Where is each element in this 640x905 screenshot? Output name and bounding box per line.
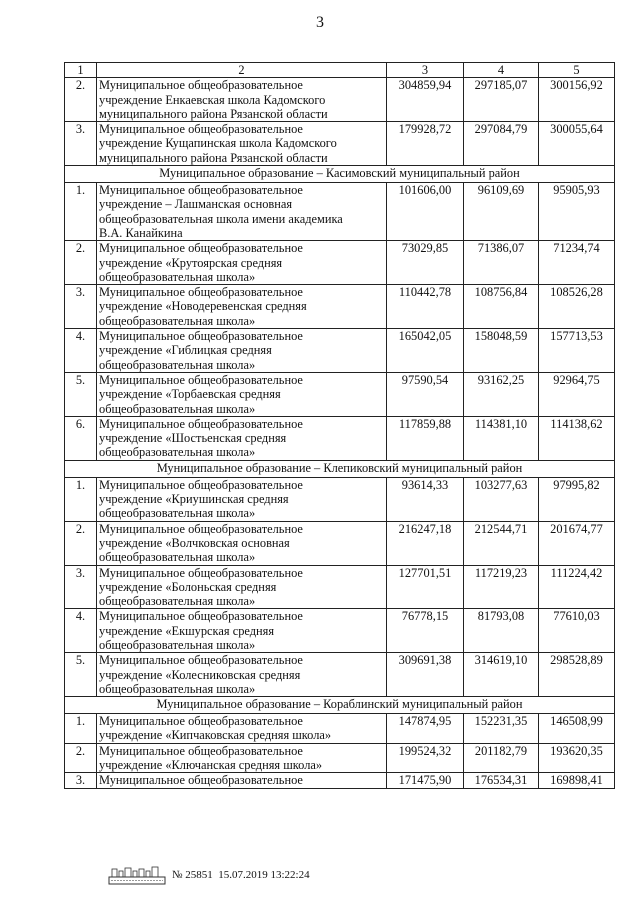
institution-name-line: общеобразовательная школа»: [99, 637, 256, 652]
institution-name-line: Муниципальное общеобразовательное: [99, 285, 303, 300]
value-col3: 127701,51: [387, 565, 464, 609]
value-col5: 108526,28: [539, 285, 615, 329]
value-col5: 146508,99: [539, 714, 615, 744]
value-col3: 304859,94: [387, 78, 464, 122]
table-row: [65, 285, 615, 329]
value-col5: 157713,53: [539, 329, 615, 373]
institution-name-line: общеобразовательная школа»: [99, 401, 256, 416]
value-col4: 103277,63: [464, 477, 539, 521]
row-number: 5.: [65, 372, 97, 416]
institution-name-line: Муниципальное общеобразовательное: [99, 241, 303, 256]
header-cell: 1: [65, 63, 97, 78]
row-number: 2.: [65, 743, 97, 773]
institution-name-line: общеобразовательная школа имени академика: [99, 211, 343, 226]
row-number: 3.: [65, 122, 97, 166]
institution-name: [97, 521, 387, 565]
header-cell: 3: [387, 63, 464, 78]
institution-name: [97, 416, 387, 460]
institution-name-line: Муниципальное общеобразовательное: [99, 183, 303, 198]
table-row: [65, 565, 615, 609]
institution-name: [97, 372, 387, 416]
value-col4: 297185,07: [464, 78, 539, 122]
value-col3: 73029,85: [387, 241, 464, 285]
institution-name-line: муниципального района Рязанской области: [99, 106, 328, 121]
institution-name-line: Муниципальное общеобразовательное: [99, 416, 303, 431]
table-row: [65, 183, 615, 241]
row-number: 1.: [65, 714, 97, 744]
institution-name-line: общеобразовательная школа»: [99, 594, 256, 609]
institution-name: [97, 565, 387, 609]
value-col4: 314619,10: [464, 653, 539, 697]
institution-name: [97, 477, 387, 521]
value-col4: 114381,10: [464, 416, 539, 460]
institution-name-line: Муниципальное общеобразовательное: [99, 78, 303, 93]
institution-name-line: учреждение Енкаевская школа Кадомского: [99, 92, 326, 107]
value-col3: 117859,88: [387, 416, 464, 460]
institution-name-line: Муниципальное общеобразовательное: [99, 477, 303, 492]
table-row: [65, 773, 615, 788]
section-title: Муниципальное образование – Клепиковский муниципальный район: [65, 460, 615, 477]
institution-name-line: Муниципальное общеобразовательное: [99, 609, 303, 624]
institution-name-line: Муниципальное общеобразовательное: [99, 773, 303, 788]
institution-name-line: учреждение «Новодеревенская средняя: [99, 299, 307, 314]
table-row: [65, 241, 615, 285]
value-col4: 81793,08: [464, 609, 539, 653]
table-row: [65, 372, 615, 416]
value-col4: 152231,35: [464, 714, 539, 744]
table-row: [65, 609, 615, 653]
section-title: Муниципальное образование – Кораблинский муниципальный район: [65, 697, 615, 714]
value-col4: 108756,84: [464, 285, 539, 329]
document-footer: [108, 862, 310, 888]
institution-name-line: Муниципальное общеобразовательное: [99, 565, 303, 580]
value-col5: 97995,82: [539, 477, 615, 521]
value-col5: 298528,89: [539, 653, 615, 697]
institution-name-line: учреждение «Кипчаковская средняя школа»: [99, 728, 332, 743]
row-number: 2.: [65, 78, 97, 122]
document-number: № 25851: [172, 869, 213, 881]
row-number: 4.: [65, 609, 97, 653]
institution-name-line: Муниципальное общеобразовательное: [99, 122, 303, 137]
institution-name-line: общеобразовательная школа»: [99, 313, 256, 328]
table-row: [65, 329, 615, 373]
row-number: 2.: [65, 521, 97, 565]
value-col3: 97590,54: [387, 372, 464, 416]
value-col5: 92964,75: [539, 372, 615, 416]
institution-name-line: учреждение «Шостьенская средняя: [99, 431, 287, 446]
row-number: 5.: [65, 653, 97, 697]
page-number: 3: [316, 14, 324, 31]
section-row: [65, 166, 615, 183]
row-number: 3.: [65, 565, 97, 609]
value-col5: 77610,03: [539, 609, 615, 653]
value-col5: 300156,92: [539, 78, 615, 122]
table-row: [65, 122, 615, 166]
section-row: [65, 697, 615, 714]
value-col4: 117219,23: [464, 565, 539, 609]
header-cell: 4: [464, 63, 539, 78]
institution-name: [97, 653, 387, 697]
value-col3: 171475,90: [387, 773, 464, 788]
institution-name: [97, 609, 387, 653]
institution-name-line: учреждение «Екшурская средняя: [99, 623, 275, 638]
institution-name-line: учреждение «Гиблицкая средняя: [99, 343, 272, 358]
table-row: [65, 743, 615, 773]
value-col4: 201182,79: [464, 743, 539, 773]
value-col4: 212544,71: [464, 521, 539, 565]
value-col3: 93614,33: [387, 477, 464, 521]
table-row: [65, 477, 615, 521]
value-col5: 111224,42: [539, 565, 615, 609]
value-col5: 193620,35: [539, 743, 615, 773]
value-col4: 71386,07: [464, 241, 539, 285]
institution-name-line: общеобразовательная школа»: [99, 506, 256, 521]
table-row: [65, 521, 615, 565]
header-cell: 2: [97, 63, 387, 78]
value-col4: 93162,25: [464, 372, 539, 416]
institution-name-line: Муниципальное общеобразовательное: [99, 714, 303, 729]
institution-name: [97, 714, 387, 744]
institution-name-line: общеобразовательная школа»: [99, 445, 256, 460]
registry-stamp-icon: [108, 864, 166, 886]
section-row: [65, 460, 615, 477]
institution-name-line: муниципального района Рязанской области: [99, 150, 328, 165]
institution-name: [97, 285, 387, 329]
value-col5: 71234,74: [539, 241, 615, 285]
table-row: [65, 416, 615, 460]
institution-name: [97, 122, 387, 166]
institution-name-line: Муниципальное общеобразовательное: [99, 329, 303, 344]
institution-name: [97, 743, 387, 773]
institution-name-line: общеобразовательная школа»: [99, 550, 256, 565]
institution-name-line: Муниципальное общеобразовательное: [99, 653, 303, 668]
institution-name-line: учреждение – Лашманская основная: [99, 197, 293, 212]
value-col4: 297084,79: [464, 122, 539, 166]
row-number: 3.: [65, 773, 97, 788]
header-cell: 5: [539, 63, 615, 78]
row-number: 1.: [65, 183, 97, 241]
value-col3: 179928,72: [387, 122, 464, 166]
value-col5: 300055,64: [539, 122, 615, 166]
value-col3: 216247,18: [387, 521, 464, 565]
institution-name-line: Муниципальное общеобразовательное: [99, 372, 303, 387]
row-number: 2.: [65, 241, 97, 285]
table-row: [65, 653, 615, 697]
institution-name-line: Муниципальное общеобразовательное: [99, 743, 303, 758]
institution-name: [97, 183, 387, 241]
institution-name-line: учреждение «Торбаевская средняя: [99, 387, 281, 402]
value-col3: 309691,38: [387, 653, 464, 697]
row-number: 1.: [65, 477, 97, 521]
value-col4: 96109,69: [464, 183, 539, 241]
institution-name: [97, 329, 387, 373]
value-col5: 201674,77: [539, 521, 615, 565]
value-col4: 158048,59: [464, 329, 539, 373]
institution-name-line: учреждение «Ключанская средняя школа»: [99, 758, 323, 773]
value-col3: 165042,05: [387, 329, 464, 373]
institution-name: [97, 78, 387, 122]
value-col5: 114138,62: [539, 416, 615, 460]
value-col5: 169898,41: [539, 773, 615, 788]
institution-name-line: В.А. Канайкина: [99, 225, 183, 240]
document-datetime: 15.07.2019 13:22:24: [218, 869, 310, 881]
institution-name-line: общеобразовательная школа»: [99, 269, 256, 284]
section-title: Муниципальное образование – Касимовский муниципальный район: [65, 166, 615, 183]
institution-name-line: учреждение Кущапинская школа Кадомского: [99, 136, 337, 151]
value-col3: 110442,78: [387, 285, 464, 329]
value-col3: 147874,95: [387, 714, 464, 744]
table-header-row: [65, 63, 615, 78]
row-number: 3.: [65, 285, 97, 329]
value-col5: 95905,93: [539, 183, 615, 241]
institution-name: [97, 773, 387, 788]
value-col3: 101606,00: [387, 183, 464, 241]
institution-name-line: учреждение «Колесниковская средняя: [99, 667, 301, 682]
row-number: 4.: [65, 329, 97, 373]
value-col3: 76778,15: [387, 609, 464, 653]
table-row: [65, 78, 615, 122]
institution-name-line: учреждение «Крутоярская средняя: [99, 255, 283, 270]
table-row: [65, 714, 615, 744]
institution-name: [97, 241, 387, 285]
value-col3: 199524,32: [387, 743, 464, 773]
value-col4: 176534,31: [464, 773, 539, 788]
institution-name-line: учреждение «Криушинская средняя: [99, 492, 289, 507]
institution-name-line: Муниципальное общеобразовательное: [99, 521, 303, 536]
institution-name-line: учреждение «Болоньская средняя: [99, 579, 277, 594]
row-number: 6.: [65, 416, 97, 460]
institution-name-line: общеобразовательная школа»: [99, 357, 256, 372]
budget-table: [64, 62, 615, 789]
institution-name-line: общеобразовательная школа»: [99, 681, 256, 696]
institution-name-line: учреждение «Волчковская основная: [99, 535, 290, 550]
